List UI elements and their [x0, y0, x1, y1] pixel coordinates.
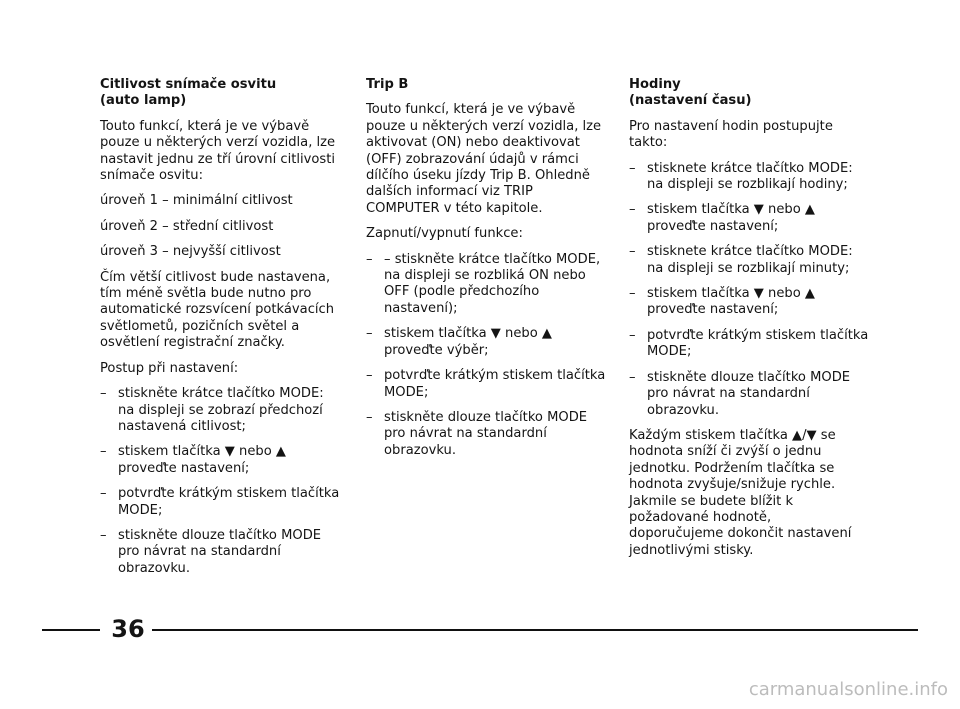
- section-heading-auto-lamp: [100, 77, 340, 110]
- page-footer: [0, 612, 960, 646]
- column-auto-lamp: [100, 77, 340, 586]
- footer-rule-left: [42, 629, 100, 631]
- intro-paragraph: Touto funkcí, která je ve výbavě pouze u některých verzí vozidla, lze nastavit jednu ze tří úrovní citlivosti snímače osvitu:: [100, 118, 336, 184]
- sensitivity-paragraph: Čím větší citlivost bude nastavena, tím méně světla bude nutno pro automatické rozsvícení potkávacích světlometů, pozičních světel a osvětlení registrační značky.: [100, 269, 335, 351]
- list-item: – stiskněte krátce tlačítko MODE: na displeji se zobrazí předchozí nastavená citlivost;: [100, 386, 340, 435]
- level-2-line: úroveň 2 – střední citlivost: [100, 218, 274, 234]
- list-item: – stiskem tlačítka ▼ nebo ▲ proveďte nastavení;: [100, 444, 340, 477]
- list-item: – potvrďte krátkým stiskem tlačítka MODE;: [366, 368, 606, 401]
- section-heading-clock: [629, 77, 869, 110]
- intro-paragraph: Pro nastavení hodin postupujte takto:: [629, 118, 833, 151]
- list-item: – stiskem tlačítka ▼ nebo ▲ proveďte nastavení;: [629, 286, 869, 319]
- list-item: – stiskněte dlouze tlačítko MODE pro návrat na standardní obrazovku.: [366, 410, 606, 459]
- column-clock: [629, 77, 869, 568]
- intro-paragraph: Touto funkcí, která je ve výbavě pouze u některých verzí vozidla, lze aktivovat (ON) nebo deaktivovat (OFF) zobrazování údajů v rámci dílčího úseku jízdy Trip B. Ohledně dalších informací viz TRIP COMPUTER v této kapitole.: [366, 102, 602, 216]
- list-item: – stisknete krátce tlačítko MODE: na displeji se rozblikají minuty;: [629, 244, 869, 277]
- section-heading-trip-b: Trip B: [366, 77, 409, 92]
- watermark: carmanualsonline.info: [748, 679, 948, 700]
- column-trip-b: [366, 77, 606, 468]
- heading-line-1: Hodiny: [629, 77, 681, 92]
- footer-rule-right: [152, 629, 918, 631]
- page-number: 36: [111, 615, 145, 643]
- list-item: – stiskem tlačítka ▼ nebo ▲ proveďte výběr;: [366, 326, 606, 359]
- list-item: – stisknete krátce tlačítko MODE: na displeji se rozblikají hodiny;: [629, 161, 869, 194]
- list-item: – stiskněte dlouze tlačítko MODE pro návrat na standardní obrazovku.: [629, 370, 869, 419]
- heading-line-2: (auto lamp): [100, 93, 187, 109]
- list-item: – stiskněte dlouze tlačítko MODE pro návrat na standardní obrazovku.: [100, 528, 340, 577]
- level-3-line: úroveň 3 – nejvyšší citlivost: [100, 244, 281, 260]
- steps-title: Zapnutí/vypnutí funkce:: [366, 226, 523, 242]
- list-item: – potvrďte krátkým stiskem tlačítka MODE;: [100, 486, 340, 519]
- level-1-line: úroveň 1 – minimální citlivost: [100, 193, 293, 209]
- list-item: – potvrďte krátkým stiskem tlačítka MODE;: [629, 328, 869, 361]
- list-item: – stiskem tlačítka ▼ nebo ▲ proveďte nastavení;: [629, 202, 869, 235]
- heading-line-1: Citlivost snímače osvitu: [100, 77, 277, 92]
- steps-title: Postup při nastavení:: [100, 360, 239, 376]
- heading-line-2: (nastavení času): [629, 93, 752, 109]
- list-item: – – stiskněte krátce tlačítko MODE, na displeji se rozbliká ON nebo OFF (podle předchozího nastavení);: [366, 252, 606, 318]
- clock-paragraph: Každým stiskem tlačítka ▲/▼ se hodnota sníží či zvýší o jednu jednotku. Podržením tlačítka se hodnota zvyšuje/snižuje rychle. Jakmile se budete blížit k požadované hodnotě, doporučujeme dokončit nastavení jednotlivými stisky.: [629, 427, 852, 558]
